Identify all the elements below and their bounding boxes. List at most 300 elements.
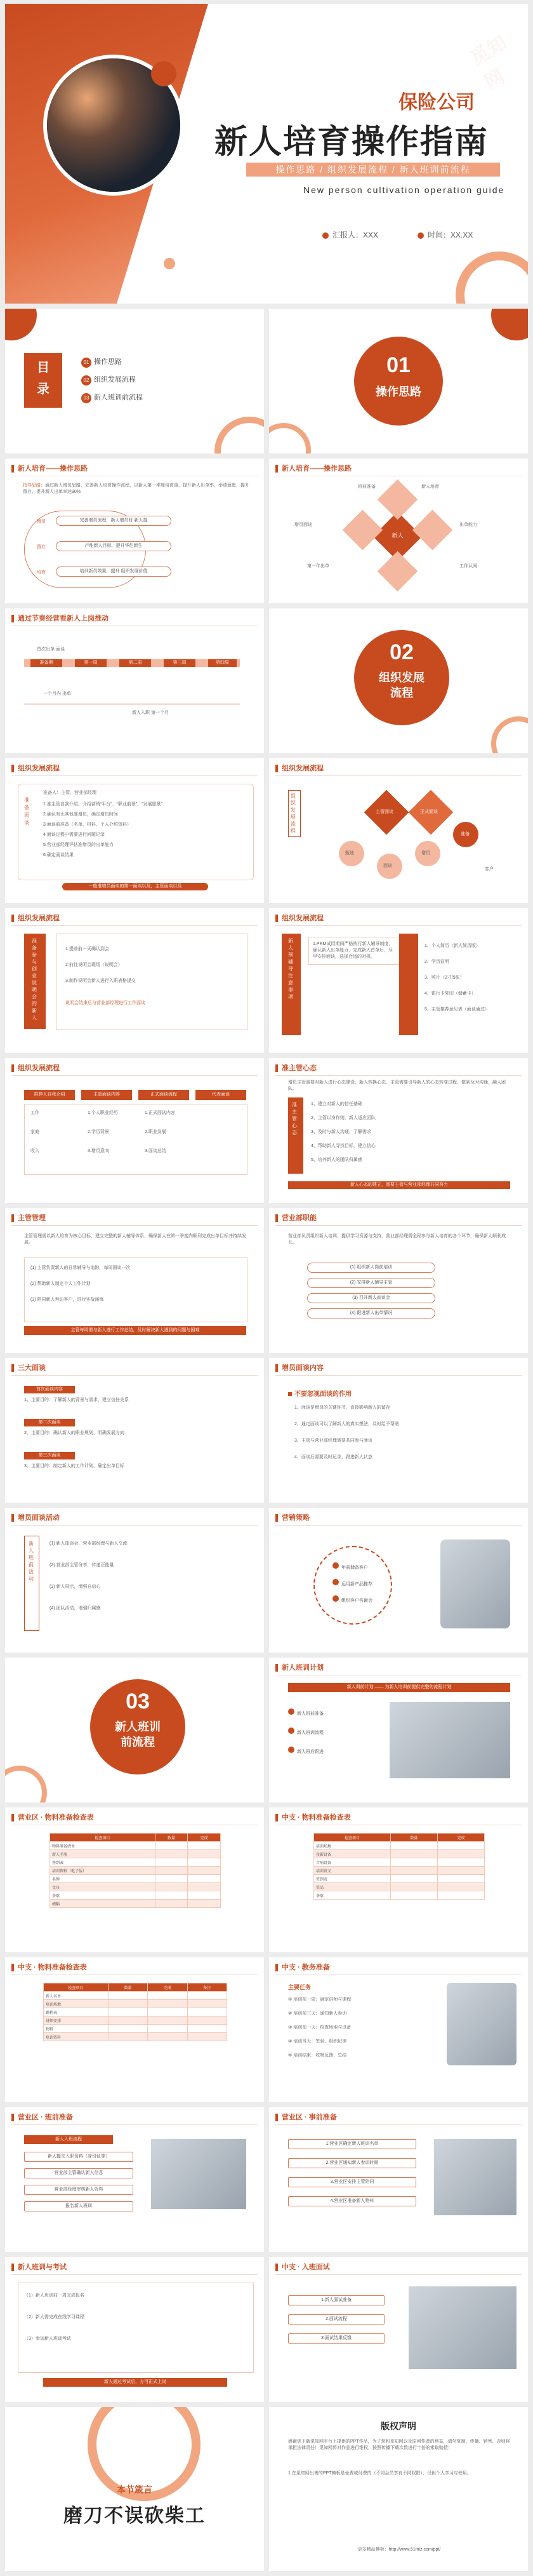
list-item: 1、面谈是增员的关键环节，直接影响新人的留存	[294, 1405, 390, 1410]
cell: 收入	[30, 1149, 39, 1153]
slide-header	[5, 2257, 264, 2275]
role-box: (2) 安排新人辅导主管	[307, 1278, 435, 1288]
decor-ring	[456, 252, 528, 304]
node-label: 班前准备	[358, 485, 376, 489]
table-row	[314, 1842, 485, 1850]
cell: 奖品	[314, 1883, 391, 1891]
slide-header	[269, 1508, 528, 1526]
cover-reporter	[322, 229, 378, 240]
plan-text: 新人班前准备	[297, 1712, 324, 1716]
slide-title: 增员面谈活动	[18, 1514, 60, 1522]
cell: 新人手册	[50, 1850, 155, 1858]
cell: 茶歇	[50, 1891, 155, 1900]
cell: 3.面谈总结	[145, 1149, 166, 1153]
slide-act	[5, 1508, 264, 1653]
toc-num: 03	[81, 393, 91, 403]
column-header: 数量	[390, 1834, 437, 1842]
list-item: 1、主要目的：了解新人的背景与需求，建立信任关系	[24, 1398, 129, 1402]
cell: 投影设备	[314, 1850, 391, 1858]
node-label: 正式面谈	[420, 810, 438, 814]
node-label: 工作认同	[459, 564, 477, 568]
timeline-note: 新人入职 第一个月	[132, 711, 169, 715]
slide-header	[269, 1058, 528, 1076]
footer-banner: 主管每周需与新人进行工作总结，及时解决新人遇到的问题与困难	[24, 1326, 246, 1335]
list-item: 3.面谈前准备（名单、材料、个人介绍资料）	[43, 822, 131, 827]
slide-header	[5, 758, 264, 776]
cell: 培训场地	[314, 1842, 391, 1850]
flow-box: 产能新人目标，提升华佗新生	[56, 541, 171, 551]
slide-timeline	[5, 608, 264, 753]
toc-slide	[5, 309, 264, 453]
list-item: 1、建立对新人的信任基础	[311, 1102, 362, 1106]
column-header: 推荐人自我介绍	[24, 1090, 75, 1100]
node-diamond	[378, 551, 418, 592]
table-row	[314, 1891, 485, 1900]
slide-title: 组织发展流程	[18, 915, 60, 922]
person-photo	[440, 1540, 510, 1628]
slide-org5	[5, 1058, 264, 1203]
meeting-photo	[151, 2139, 246, 2209]
slide-title: 组织发展流程	[18, 1064, 60, 1072]
tag: 第二次面谈	[24, 1419, 75, 1426]
list-item: 2.确认有无其他准增员，确定增员时间	[43, 812, 118, 817]
plan-banner: 新人训前计划 —— 为新人培训前提供完整的流程计划	[288, 1683, 510, 1692]
list-item: 4、帮助新人寻找目标，建立信心	[311, 1144, 376, 1148]
table-row	[50, 1883, 221, 1891]
node-label: 增员	[421, 851, 430, 855]
list-item: 1.提前前一天确认到会	[65, 947, 109, 951]
cell: 讲师安排	[44, 2016, 109, 2025]
side-label: 准主管心态	[288, 1097, 303, 1174]
left-text: 1.PRM试用期间严格执行新人辅导制度，确认新人出单能力，完成新人首单后，尽早安排面谈，选择合适的时机。	[308, 937, 400, 965]
list-item: 4、银行卡复印（储蓄卡）	[424, 991, 476, 996]
section-number: 01	[386, 353, 411, 377]
slide-header	[269, 908, 528, 926]
table-row	[44, 2033, 227, 2041]
copyright-para: 1.在觅知网出售的PPT模板是免费或付费的（不同会员享有不同权限），仅供个人学习与使用。	[288, 2471, 471, 2476]
cell: 1.正式面试内容	[145, 1111, 175, 1115]
node-label: 新人培育	[421, 485, 439, 489]
list-item: (2) 营业部主管分享，传递正能量	[49, 1563, 114, 1567]
list-item: （3）参加新人班训考试	[24, 2337, 71, 2341]
slide-header	[5, 908, 264, 926]
cell: 培训资料	[44, 2033, 109, 2041]
slide-final	[5, 2257, 264, 2402]
slide-plan	[269, 1658, 528, 1802]
table-row	[314, 1883, 485, 1891]
list-item: 3、主要目的：制定新人的工作计划，确定出单目标	[24, 1464, 124, 1468]
slide-title: 新人培育——操作思路	[18, 465, 88, 473]
column-header: 代表面谈	[195, 1090, 246, 1100]
flow-label: 增员	[37, 520, 46, 524]
list-item: 2、主管以身作则，新人适应团队	[311, 1116, 376, 1120]
toc-label-b: 录	[37, 382, 49, 396]
flow-box: 1.营业区确定新人班训名单	[288, 2139, 416, 2149]
toc-num: 02	[81, 375, 91, 386]
slide-header	[5, 608, 264, 626]
copyright-title: 版权声明	[381, 2421, 416, 2431]
timeline-step: 第四周	[208, 659, 237, 667]
list-item: 2、学历证明	[424, 960, 449, 964]
slide-three	[5, 1358, 264, 1503]
cell: 物料	[44, 2025, 109, 2033]
footer-banner: 新人心态的建立，需要主管与营业部经理共同努力	[288, 1181, 510, 1189]
slide-title: 中支 · 物料准备检查表	[18, 1964, 87, 1971]
table-row	[50, 1875, 221, 1883]
slide-title: 新人班训计划	[282, 1664, 324, 1672]
cell: 茶歇	[314, 1891, 391, 1900]
section-title-a: 组织发展	[379, 671, 424, 684]
slide-header	[5, 1508, 264, 1526]
cell: 家庭	[30, 1130, 39, 1134]
node-label: 面谈	[383, 864, 392, 868]
list-item: 3.制作说明会新人进行入职表格提交	[65, 979, 136, 983]
cell: 音响设备	[314, 1858, 391, 1867]
slide-title: 新人培育——操作思路	[282, 465, 352, 473]
list-item: ③ 培训前一天：检查场地与设备	[288, 2025, 352, 2030]
decor-circle	[491, 309, 528, 340]
slide-title: 营业区 · 物料准备检查表	[18, 1814, 94, 1821]
checklist-table	[49, 1833, 221, 1908]
checklist-table	[313, 1833, 485, 1900]
slide-main	[5, 1208, 264, 1353]
toc-num: 01	[81, 358, 91, 368]
slide-title: 营业区 · 班前准备	[18, 2114, 73, 2121]
copyright-slide	[269, 2407, 528, 2571]
slide-title: 组织发展流程	[282, 765, 324, 772]
user-icon	[322, 232, 329, 239]
cell: 工作	[30, 1111, 39, 1115]
teach-title: 主要任务	[288, 1984, 312, 1990]
dot-icon	[288, 1727, 294, 1734]
column-header: 数量	[108, 1983, 147, 1992]
toc-text: 新人班训前流程	[94, 394, 143, 401]
timeline-note: 一个月内 出单	[43, 692, 71, 696]
toc-item[interactable]	[81, 374, 136, 386]
tag: 首次面谈内容	[24, 1386, 75, 1393]
slide-teach	[269, 1957, 528, 2102]
table-row	[50, 1842, 221, 1850]
cell: 签到表	[314, 1875, 391, 1883]
toc-item[interactable]	[81, 356, 122, 368]
slide-header	[5, 1808, 264, 1825]
list-item: 6.确定面谈结果	[43, 853, 74, 857]
slide-header	[5, 2107, 264, 2125]
decor-ring	[491, 716, 528, 753]
slide-header	[269, 1808, 528, 1825]
cell: 新人名单	[44, 1992, 109, 2000]
column-header: 检查项目	[50, 1834, 155, 1842]
slide-header	[5, 1957, 264, 1975]
ops-title: 新人入班流程	[24, 2135, 113, 2144]
table-row	[44, 2025, 227, 2033]
slide-header	[5, 1208, 264, 1226]
list-item: (1) 新人座谈会，营业部经理与新人交流	[49, 1541, 128, 1546]
slide-title: 组织发展流程	[282, 915, 324, 922]
slide-header	[5, 1358, 264, 1376]
node-label: 增员面谈	[294, 523, 312, 527]
dot-icon	[332, 1579, 339, 1585]
list-item: 1、个人简历（新人简历版）	[424, 944, 480, 948]
slide-title: 三大面谈	[18, 1364, 46, 1372]
table-row	[44, 2016, 227, 2025]
meeting-photo	[390, 1702, 510, 1778]
table-row	[314, 1875, 485, 1883]
plan-item	[288, 1747, 324, 1755]
decor-dot	[164, 258, 175, 269]
timeline-step: 准备期	[30, 659, 62, 667]
dot-icon	[332, 1562, 339, 1569]
slide-check3	[5, 1957, 264, 2102]
slide-header	[269, 459, 528, 476]
list-item: (4) 团队活动，增强归属感	[49, 1606, 101, 1611]
ending-motto: 磨刀不误砍柴工	[63, 2506, 206, 2526]
dot-icon	[288, 1708, 294, 1715]
table-row	[50, 1858, 221, 1867]
ending-slide	[5, 2407, 264, 2571]
cell: 签到表	[50, 1858, 155, 1867]
flow-box: 报名新人班训	[24, 2201, 133, 2211]
flow-box: 4.营业区准备新人物料	[288, 2196, 416, 2206]
copyright-link[interactable]: 更多精品模板：http://www.51miz.com/ppt/	[357, 2547, 441, 2552]
timeline-step: 第三周	[164, 659, 195, 667]
list-item: (2) 帮助新人制定个人工作计划	[30, 1282, 91, 1286]
checklist-table	[43, 1983, 227, 2041]
table-row	[50, 1867, 221, 1875]
table-row	[50, 1900, 221, 1908]
cover-subtitle-bar: 操作思路 / 组织发展流程 / 新人班训前流程	[246, 163, 500, 177]
slide-title: 新人班训与考试	[18, 2264, 67, 2271]
slide-role	[269, 1208, 528, 1353]
section-number: 03	[126, 1689, 150, 1714]
slide-title: 营业部职能	[282, 1214, 317, 1222]
list-item: 4.面谈过程中需要进行问题记录	[43, 833, 105, 837]
toc-item[interactable]	[81, 392, 143, 403]
decor-ring	[269, 423, 311, 453]
list-item: ② 培训前三天：通知新人参训	[288, 2011, 347, 2016]
toc-label-a: 目	[37, 361, 49, 375]
flow-box: 1.新人面试准备	[288, 2295, 385, 2305]
node-label: 出单能力	[459, 523, 477, 527]
table-row	[44, 2008, 227, 2016]
decor-circle	[5, 309, 37, 340]
cover-english: New person cultivation operation guide	[303, 185, 505, 195]
section-circle	[354, 337, 443, 426]
slide-org4	[269, 908, 528, 1053]
flow-label: 培育	[37, 570, 46, 575]
table-row	[50, 1850, 221, 1858]
section-slide-03	[5, 1658, 264, 1802]
slide-marketing	[269, 1508, 528, 1653]
slide-title: 营销策略	[282, 1514, 310, 1522]
slide-header	[269, 1208, 528, 1226]
dot-icon	[288, 1747, 294, 1753]
slide-check2	[269, 1808, 528, 1952]
flow-box: 3.营业区安排主管陪同	[288, 2177, 416, 2187]
side-label: 新人预辅导注意事项	[282, 934, 301, 1035]
cell: 培训讲义	[314, 1867, 391, 1875]
content-frame	[24, 1104, 247, 1175]
strategy-text: 组织客户答谢会	[341, 1599, 372, 1603]
section-slide-01	[269, 309, 528, 453]
column-header: 主管面谈内容	[81, 1090, 132, 1100]
lead-text: 准备人：主管、营业部经理	[43, 791, 96, 795]
table-row	[314, 1850, 485, 1858]
slide-check4	[269, 2257, 528, 2402]
slide-title: 中支 · 入班面试	[282, 2264, 330, 2271]
column-header: 正式面谈流程	[138, 1090, 189, 1100]
flow-box: 营业部主管确认新人信息	[24, 2168, 133, 2178]
cell: 3.增员意向	[88, 1149, 109, 1153]
meet-title-text: 不要忽视面谈的作用	[294, 1391, 352, 1398]
slide-title: 中支 · 教务准备	[282, 1964, 330, 1971]
slide-header	[269, 1957, 528, 1975]
cover-company: 保险公司	[398, 92, 475, 113]
timeline-note: 首次出单 面谈	[37, 647, 65, 652]
slide-header	[269, 758, 528, 776]
node-label: 甄选	[345, 851, 354, 855]
team-photo	[434, 2139, 517, 2215]
list-item: 2.前往说明会现场（说明会）	[65, 963, 122, 967]
slide-header	[269, 1658, 528, 1675]
square-bullet-icon	[288, 1392, 292, 1396]
slide-header	[269, 1358, 528, 1376]
section-title-a: 新人班训	[115, 1721, 161, 1733]
cell: 2.职业发展	[145, 1130, 166, 1134]
person-photo	[447, 1983, 517, 2065]
flow-box: 3.面试结果反馈	[288, 2333, 385, 2344]
reporter-text: 汇报人：XXX	[332, 231, 379, 239]
slide-ops	[5, 2107, 264, 2252]
slide-org1	[5, 758, 264, 903]
side-bar	[399, 934, 418, 1035]
cell: 培训场地	[44, 2000, 109, 2008]
intro-text	[23, 483, 251, 495]
list-item: （1）新人班训前一周完成报名	[24, 2293, 84, 2298]
tag: 第三次面谈	[24, 1452, 75, 1459]
toc-label	[24, 353, 62, 408]
footer-banner: 新人通过考试后，方可正式上岗	[43, 2378, 227, 2387]
slide-meet	[269, 1358, 528, 1503]
column-header: 完成	[188, 1834, 221, 1842]
flow-label: 留存	[37, 545, 46, 549]
slide-check1	[5, 1808, 264, 1952]
flow-box: 新人提交入职资料（身份证等）	[24, 2152, 133, 2162]
slide-title: 中支 · 物料准备检查表	[282, 1814, 351, 1821]
table-row	[50, 1891, 221, 1900]
list-item: ④ 培训当天：签到、组织纪律	[288, 2039, 347, 2044]
timeline-step: 第一周	[75, 659, 107, 667]
flow-box: 2.营业区通知新人参训时间	[288, 2158, 416, 2168]
side-label: 准备参与创业说明会的新人	[24, 934, 46, 1029]
strategy-text: 年前储备客户	[341, 1566, 368, 1570]
list-item: （2）新人需完成在线学习课程	[24, 2315, 84, 2319]
slide-chain	[269, 2107, 528, 2252]
slide-header	[5, 1058, 264, 1076]
node-label: 主管面谈	[376, 810, 393, 814]
slide-org2	[269, 758, 528, 903]
copyright-para: 感谢您下载觅知网平台上提供的PPT作品，为了您和觅知网以及原创作者的利益，请勿复制、传播、销售，否则将承担法律责任！觅知网将对作品进行维权，按照传播下载次数进行十倍的索取赔偿！	[288, 2439, 510, 2450]
node-label: 客户	[485, 867, 494, 871]
slide-title: 增员面谈内容	[282, 1364, 324, 1372]
footer-banner: 一般准增员面谈的第一面谈以及，主管面谈以及	[62, 883, 208, 890]
timeline-step: 第二周	[119, 659, 151, 667]
section-slide-02	[269, 608, 528, 753]
slide-title: 营业区 · 事前准备	[282, 2114, 337, 2121]
plan-item	[288, 1727, 324, 1736]
column-header: 完成	[437, 1834, 484, 1842]
list-item: 3、照片（2寸/5张）	[424, 976, 464, 980]
strategy-text: 运用新产品推荐	[341, 1582, 372, 1587]
clock-icon	[418, 232, 424, 239]
slide-title: 准主管心态	[282, 1064, 317, 1072]
cover-date	[418, 229, 473, 240]
column-header: 检查项目	[314, 1834, 391, 1842]
section-title-b: 前流程	[121, 1736, 155, 1748]
role-box: (1) 组织新人岗前培训	[307, 1263, 435, 1273]
plan-text: 新人班训流程	[297, 1731, 324, 1735]
node-diamond	[412, 510, 453, 551]
cover-title: 新人培育操作指南	[214, 124, 489, 161]
toc-text: 操作思路	[94, 358, 122, 366]
cell: 文具	[50, 1883, 155, 1891]
plan-item	[288, 1708, 324, 1717]
dot-icon	[332, 1595, 339, 1602]
cell: 物料准备清单	[50, 1842, 155, 1850]
node-label: 准备	[461, 832, 470, 836]
list-item: 4、面谈后需要及时记录，跟进新人状态	[294, 1455, 372, 1459]
slide-org3	[5, 908, 264, 1053]
vertical-label: 组织发展流程	[288, 790, 301, 837]
node-label: 第一年出单	[307, 564, 329, 568]
decor-ring	[214, 417, 264, 453]
slide-header	[5, 459, 264, 476]
list-item: 2、主要目的：确认新人的职业规划，明确发展方向	[24, 1431, 124, 1435]
role-box: (3) 召开新人座谈会	[307, 1293, 435, 1303]
decor-dot	[151, 61, 176, 86]
para-text: 营业部负责组织新人培训，提供学习资源与支持，营业部经理需全程参与新人培育的各个环节，确保新人顺利成长。	[288, 1234, 506, 1245]
table-row	[44, 2000, 227, 2008]
node-diamond	[378, 480, 418, 520]
flow-box: 营业部经理审核新人资料	[24, 2185, 133, 2195]
strategy-item	[332, 1595, 372, 1604]
slide-title: 主管管理	[18, 1214, 46, 1222]
slide-title: 通过节奏经营看新人上岗推动	[18, 615, 109, 622]
list-item: ⑤ 培训结束：收集反馈，总结	[288, 2053, 347, 2058]
table-row	[44, 1992, 227, 2000]
date-text: 时间：XX.XX	[428, 231, 473, 239]
meet-title	[288, 1388, 352, 1398]
strategy-item	[332, 1579, 372, 1587]
list-item: (1) 主管负责新人的日常辅导与追踪，每周面谈一次	[30, 1266, 131, 1270]
intro-body: 通过新人增员思路，完善新人培育操作流程，以新人第一季度培育重，提升新人出单率，举绩意愿，提升留存，提升新人出单率达90%	[23, 483, 249, 494]
side-label: 准 备 面 谈	[24, 797, 29, 826]
intro-label: 指导思路：	[23, 483, 45, 488]
list-item: 3、主管与营业部经理需要共同参与面谈	[294, 1439, 372, 1443]
center-label: 新人	[392, 532, 404, 539]
lead-text: 增员主管需要对新人进行心态建设，新人转换心态，主管需要引导新人的心态转变过程，做到及时沟通，融入团队。	[288, 1080, 506, 1091]
cell: 课程表	[44, 2008, 109, 2016]
column-header: 完成	[148, 1983, 187, 1992]
table-row	[314, 1858, 485, 1867]
table-row	[314, 1867, 485, 1875]
list-item: 2、通过面谈可以了解新人的真实想法，及时给予帮助	[294, 1422, 399, 1426]
side-label: 新人班前活动	[24, 1536, 39, 1631]
list-item: 1.准主管自我介绍，介绍营销“平台”、“职业前景”、“发展愿景”	[43, 802, 162, 807]
section-number: 02	[390, 640, 414, 664]
slide-mind	[269, 1058, 528, 1203]
cover-slide	[5, 4, 528, 304]
